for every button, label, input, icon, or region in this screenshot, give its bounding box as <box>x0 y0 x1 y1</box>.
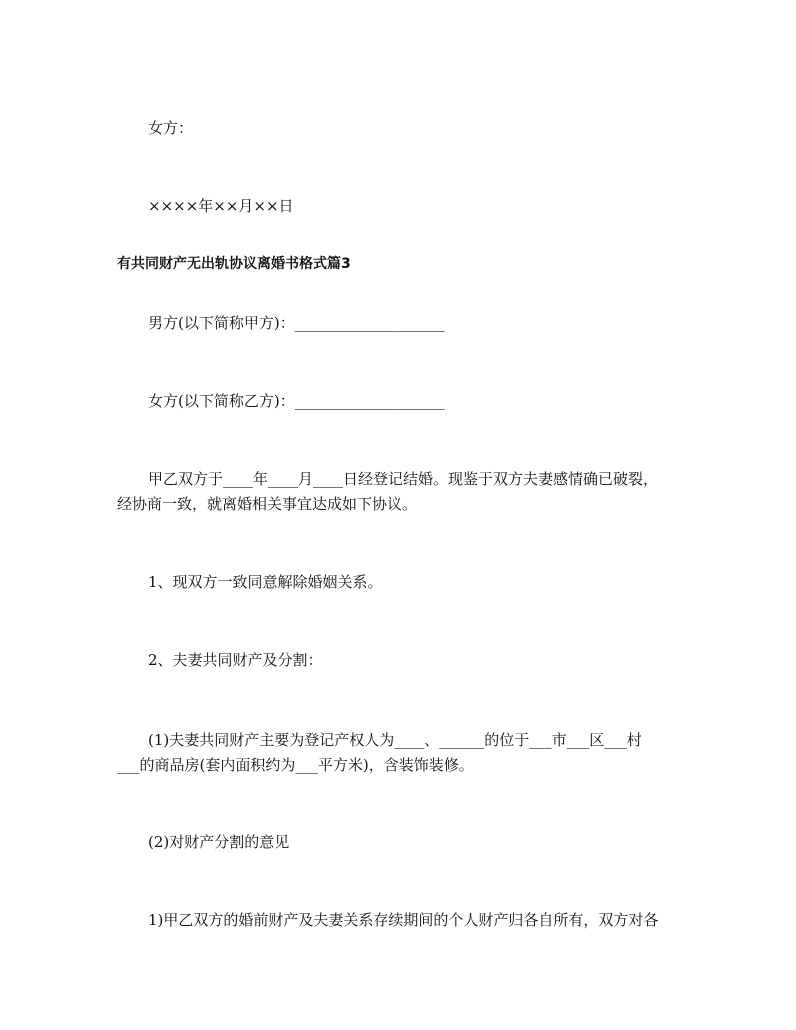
premarital-property-clause: 1)甲乙双方的婚前财产及夫妻关系存续期间的个人财产归各自所有，双方对各 <box>148 911 659 929</box>
property-clause-line-1: (1)夫妻共同财产主要为登记产权人为____、______的位于___市___区___村 <box>148 731 642 749</box>
property-clause-line-2: ___的商品房(套内面积约为___平方米)，含装饰装修。 <box>117 756 474 774</box>
section-heading: 有共同财产无出轨协议离婚书格式篇3 <box>117 256 351 272</box>
female-party-field: 女方(以下简称乙方)：____________________ <box>148 392 445 410</box>
clause-1: 1、现双方一致同意解除婚姻关系。 <box>148 573 383 591</box>
marriage-statement-line-1: 甲乙双方于____年____月____日经登记结婚。现鉴于双方夫妻感情确已破裂， <box>148 470 659 488</box>
date-line: ××××年××月××日 <box>148 197 294 215</box>
female-party-label: 女方： <box>148 119 194 137</box>
clause-2: 2、夫妻共同财产及分割： <box>148 651 323 669</box>
division-opinion: (2)对财产分割的意见 <box>148 833 290 851</box>
marriage-statement-line-2: 经协商一致，就离婚相关事宜达成如下协议。 <box>117 495 418 513</box>
male-party-field: 男方(以下简称甲方)：____________________ <box>148 314 445 332</box>
